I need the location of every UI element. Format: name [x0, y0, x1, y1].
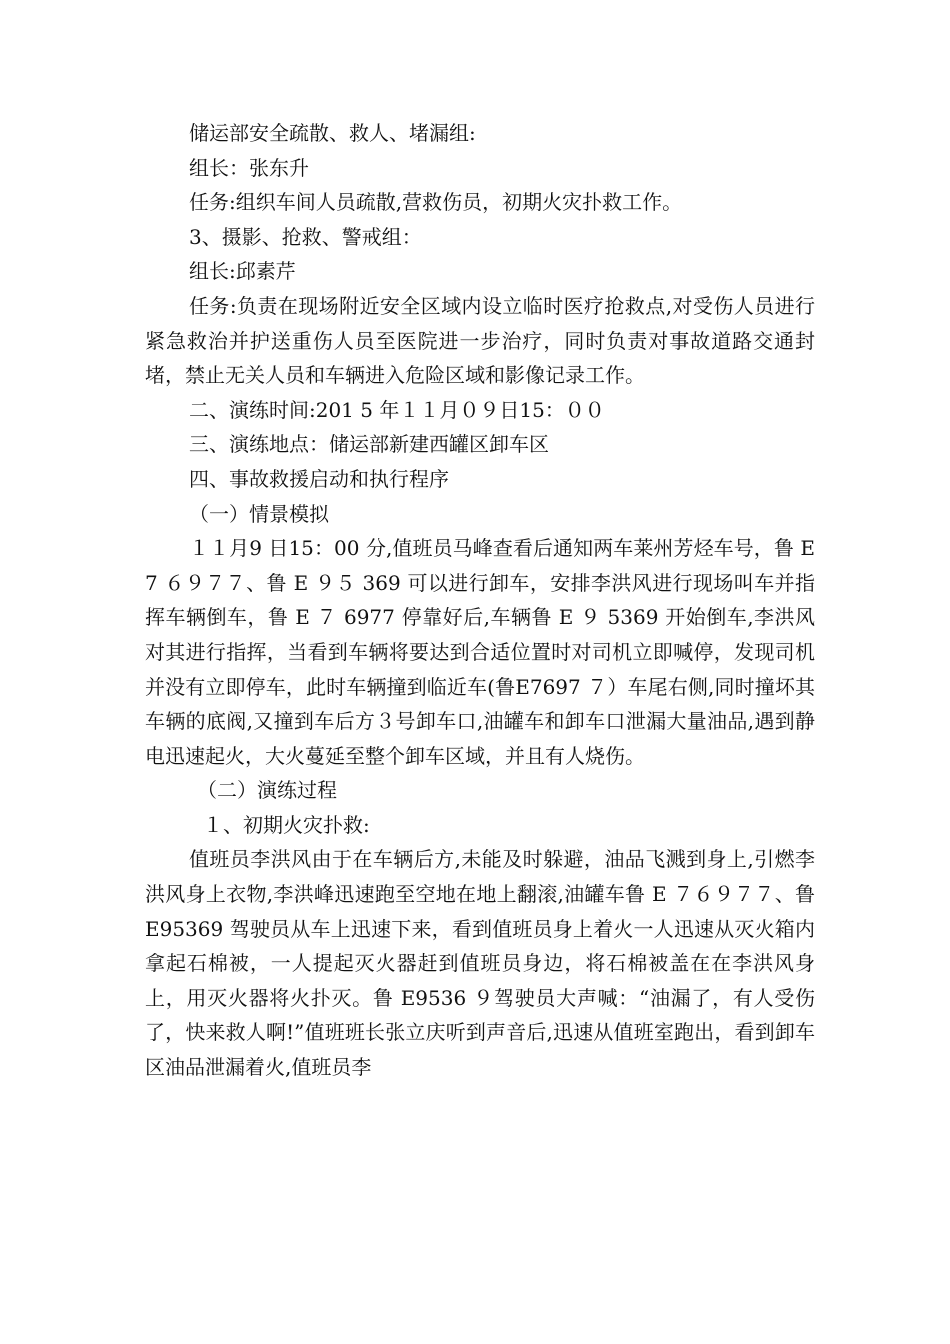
task-paragraph: 任务:负责在现场附近安全区域内设立临时医疗抢救点,对受伤人员进行紧急救治并护送重伤人员至医院进一步治疗，同时负责对事故道路交通封堵，禁止无关人员和车辆进入危险区域和影像记录工作。: [145, 293, 815, 388]
task-line: 任务:组织车间人员疏散,营救伤员，初期火灾扑救工作。: [189, 190, 683, 215]
drill-time-line: 二、演练时间:201 5 年１１月０９日15：００: [189, 397, 605, 422]
section-heading-evacuation-group: 储运部安全疏散、救人、堵漏组:: [189, 121, 476, 145]
group-leader-line: 组长:邱素芹: [189, 259, 296, 284]
subsection-heading-scenario: （一）情景模拟: [189, 501, 329, 526]
section-heading-rescue-group: 3、摄影、抢救、警戒组：: [189, 224, 422, 249]
step-heading-fire-fighting: １、初期火灾扑救:: [203, 812, 370, 837]
group-leader-line: 组长：张东升: [189, 155, 309, 180]
subsection-heading-process: （二）演练过程: [197, 778, 337, 803]
document-page: [145, 116, 815, 1085]
drill-location-line: 三、演练地点：储运部新建西罐区卸车区: [189, 432, 549, 457]
section-heading-procedure: 四、事故救援启动和执行程序: [189, 466, 449, 491]
fire-fighting-paragraph: 值班员李洪风由于在车辆后方,未能及时躲避，油品飞溅到身上,引燃李洪风身上衣物,李洪峰迅速跑至空地在地上翻滚,油罐车鲁 E ７６９７７、鲁 E95369 驾驶员从车上迅速下来，看到值班员身上着火一人迅速从灭火箱内拿起石棉被，一人提起灭火器赶到值班员身边，将石棉被盖在在李洪风身上，用灭火器将火扑灭。鲁 E9536 ９驾驶员大声喊：“油漏了，有人受伤了，快来救人啊!”值班班长张立庆听到声音后,迅速从值班室跑出，看到卸车区油品泄漏着火,值班员李: [145, 847, 815, 1080]
scenario-paragraph: １１月9 日15：00 分,值班员马峰查看后通知两车莱州芳烃车号，鲁 E7 ６９７７、鲁 E ９５ 369 可以进行卸车，安排李洪风进行现场叫车并指挥车辆倒车，鲁 E ７ 6977 停靠好后,车辆鲁 E ９ 5369 开始倒车,李洪风对其进行指挥，当看到车辆将要达到合适位置时对司机立即喊停，发现司机并没有立即停车，此时车辆撞到临近车(鲁E7697 ７）车尾右侧,同时撞坏其车辆的底阀,又撞到车后方３号卸车口,油罐车和卸车口泄漏大量油品,遇到静电迅速起火，大火蔓延至整个卸车区域，并且有人烧伤。: [145, 536, 815, 768]
